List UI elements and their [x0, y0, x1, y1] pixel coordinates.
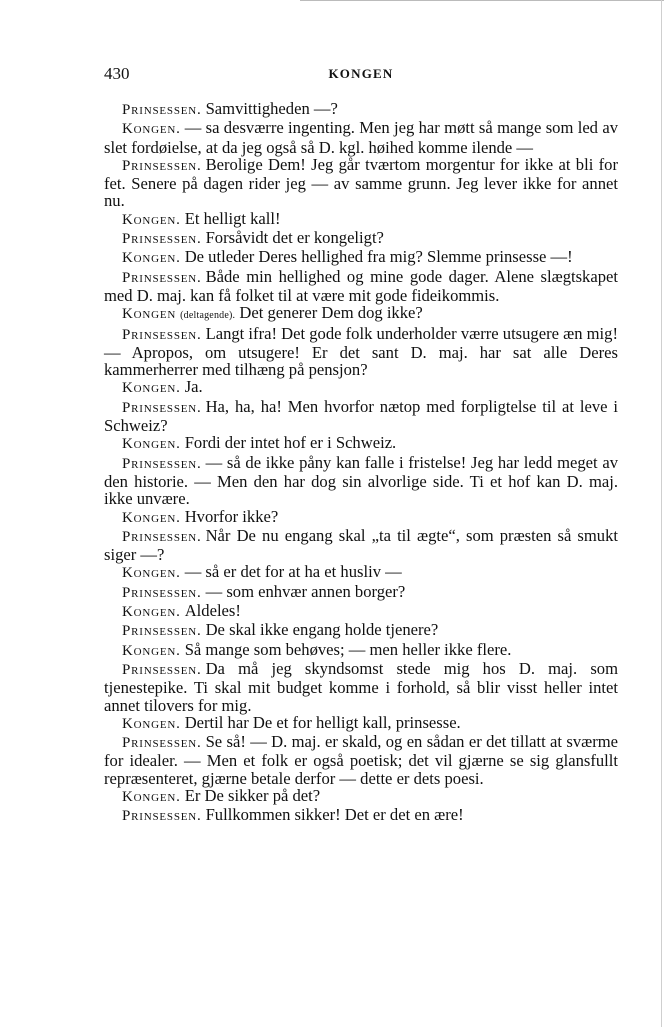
dialogue-line — [104, 527, 618, 564]
speaker-name: Kongen. — [122, 250, 181, 267]
dialogue-line — [104, 398, 618, 435]
dialogue-line — [104, 733, 618, 787]
dialogue-line — [104, 434, 618, 453]
dialogue-line — [104, 583, 618, 602]
dialogue-line — [104, 119, 618, 156]
speech-text: Hvorfor ikke? — [184, 506, 279, 526]
speech-text: Når De nu engang skal „ta til ægte“, som præsten så smukt siger —? — [104, 525, 618, 565]
dialogue-line — [104, 268, 618, 305]
speech-text: Da må jeg skyndsomst stede mig hos D. maj. som tjenestepike. Ti skal mit budget komme i forhold, så blir visst heller intet annet tilovers for mig. — [104, 658, 618, 715]
stage-direction: (deltagende). — [180, 310, 236, 322]
speaker-name: Kongen. — [122, 715, 181, 732]
speaker-name: Prinsessen. — [122, 584, 202, 601]
speaker-name: Kongen. — [122, 436, 181, 453]
speaker-name: Prinsessen. — [122, 455, 202, 472]
speaker-name: Kongen. — [122, 509, 181, 526]
speaker-name: Kongen. — [122, 380, 181, 397]
speech-text: De skal ikke engang holde tjenere? — [205, 620, 439, 640]
dialogue-line — [104, 156, 618, 210]
speaker-name: Kongen. — [122, 565, 181, 582]
page-header — [104, 64, 618, 86]
speaker-name: Prinsessen. — [122, 661, 202, 678]
speaker-name: Kongen. — [122, 642, 181, 659]
dialogue-line — [104, 563, 618, 582]
speech-text: Fullkommen sikker! Det er det en ære! — [205, 805, 464, 825]
speech-text: — så de ikke påny kan falle i fristelse! Jeg har ledd meget av den historie. — Men den har dog sin alvorlige side. Ti et hof kan D. maj. ikke unvære. — [104, 452, 618, 509]
speaker-name: Prinsessen. — [122, 399, 202, 416]
speech-text: Aldeles! — [184, 601, 241, 621]
speaker-name: Prinsessen. — [122, 157, 202, 174]
speech-text: — som enhvær annen borger? — [205, 581, 406, 601]
page-edge-right — [661, 0, 662, 1027]
dialogue-line — [104, 229, 618, 248]
speaker-name: Prinsessen. — [122, 231, 202, 248]
speech-text: Samvittigheden —? — [205, 99, 338, 118]
speech-text: Dertil har De et for helligt kall, prinsesse. — [184, 712, 461, 732]
speech-text: Fordi der intet hof er i Schweiz. — [184, 433, 397, 453]
speaker-name: Prinsessen. — [122, 808, 202, 825]
dialogue-line — [104, 304, 618, 324]
speech-text: Både min hellighed og mine gode dager. Alene slægtskapet med D. maj. kan få folket til at være mit gode fideikommis. — [104, 266, 618, 305]
dialogue-line — [104, 641, 618, 660]
speaker-name: Prinsessen. — [122, 326, 202, 343]
dialogue-line — [104, 621, 618, 640]
speech-text: Det generer Dem dog ikke? — [239, 303, 423, 323]
speaker-name: Prinsessen. — [122, 269, 202, 286]
dialogue-line — [104, 210, 618, 229]
speaker-name: Kongen — [122, 306, 177, 323]
dialogue-line — [104, 602, 618, 621]
dialogue-line — [104, 325, 618, 379]
speaker-name: Prinsessen. — [122, 735, 202, 752]
dialogue-line — [104, 660, 618, 714]
dialogue-line — [104, 508, 618, 527]
speech-text: Berolige Dem! Jeg går tværtom morgentur for ikke at bli for fet. Senere på dagen rider jeg — av samme grunn. Jeg lever ikke for annet nu. — [104, 154, 618, 211]
speaker-name: Kongen. — [122, 604, 181, 621]
dialogue-line — [104, 714, 618, 733]
speech-text: Ja. — [184, 377, 203, 397]
speaker-name: Prinsessen. — [122, 102, 202, 118]
speech-text: — sa desværre ingenting. Men jeg har møtt så mange som led av slet fordøielse, at da jeg også så D. kgl. høihed komme ilende — — [104, 118, 618, 157]
speech-text: De utleder Deres hellighed fra mig? Slemme prinsesse —! — [184, 247, 573, 267]
speaker-name: Kongen. — [122, 788, 181, 805]
speech-text: Se så! — D. maj. er skald, og en sådan er det tillatt at sværme for idealer. — Men et folk er også poetisk; det vil gjærne se sig glansfullt repræsenteret, gjærne betale derfor — dette er dets poesi. — [104, 732, 618, 788]
speech-text: — så er det for at ha et husliv — — [184, 562, 402, 582]
speech-text: Er De sikker på det? — [184, 785, 321, 805]
dialogue-line — [104, 806, 618, 825]
speech-text: Et helligt kall! — [184, 208, 281, 228]
speech-text: Langt ifra! Det gode folk underholder værre utsugere æn mig! — Apropos, om utsugere! Er det sant D. maj. har sat alle Deres kammerherrer med tilhæng på pensjon? — [104, 323, 618, 380]
dialogue-line — [104, 100, 618, 119]
page-edge-top — [300, 0, 664, 1]
dialogue-line — [104, 787, 618, 806]
speaker-name: Prinsessen. — [122, 623, 202, 640]
speech-text: Så mange som behøves; — men heller ikke flere. — [184, 639, 512, 659]
speech-text: Ha, ha, ha! Men hvorfor nætop med forpligtelse til at leve i Schweiz? — [104, 396, 618, 436]
dialogue-line — [104, 248, 618, 267]
dialogue-line — [104, 378, 618, 397]
speech-text: Forsåvidt det er kongeligt? — [205, 228, 384, 248]
speaker-name: Kongen. — [122, 211, 181, 228]
dialogue-text — [104, 100, 618, 826]
running-head: KONGEN — [328, 66, 394, 81]
speaker-name: Kongen. — [122, 121, 181, 138]
page-number: 430 — [104, 64, 130, 83]
dialogue-line — [104, 454, 618, 508]
speaker-name: Prinsessen. — [122, 528, 202, 545]
